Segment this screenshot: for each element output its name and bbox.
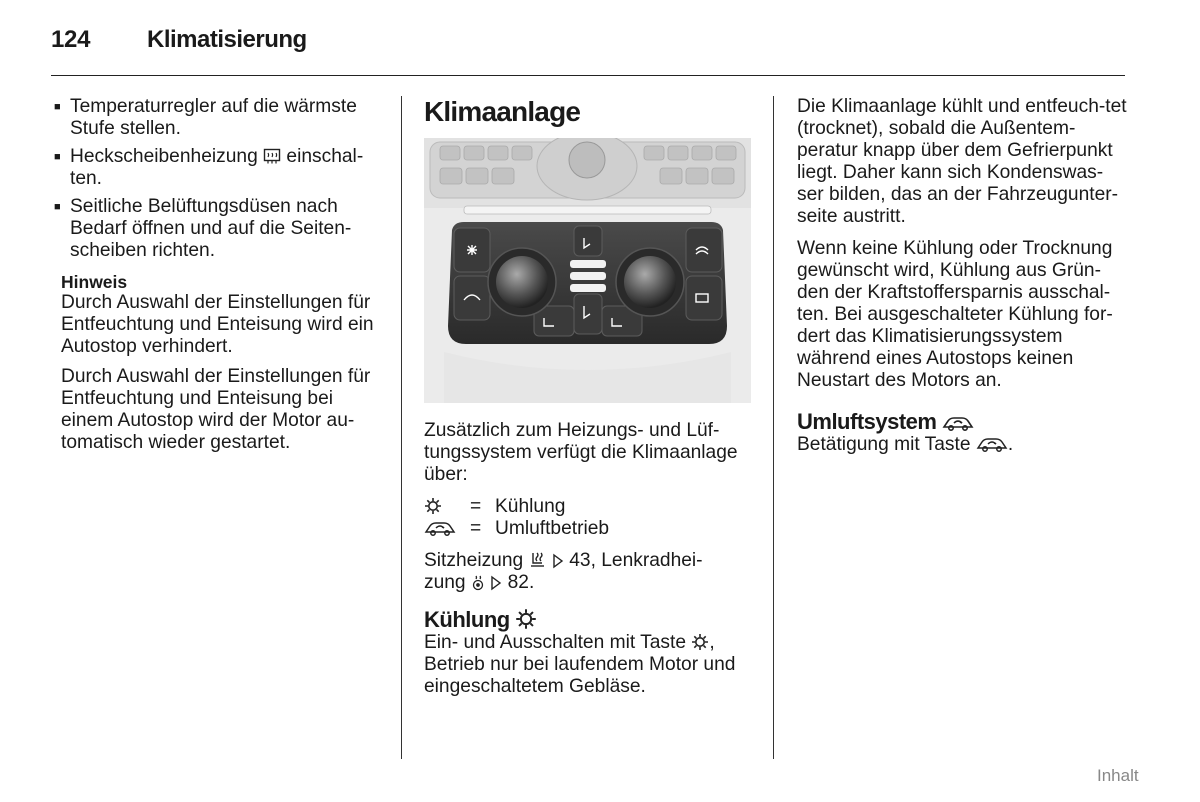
column-right (797, 96, 1127, 456)
recirculation-icon (424, 521, 456, 537)
symbol-row: = Umluftbetrieb (424, 518, 754, 540)
climate-panel-illustration (424, 138, 751, 403)
cooling-icon (424, 497, 442, 515)
symbol-table (424, 496, 754, 540)
climate-control-panel-image (424, 138, 751, 403)
cooling-icon (691, 633, 709, 651)
page-number: 124 (51, 26, 91, 53)
cooling-icon (515, 608, 537, 630)
column-middle (424, 96, 754, 698)
list-item: ■ Seitliche Belüftungsdüsen nach Bedarf öffnen und auf die Seiten-scheiben richten. (54, 196, 352, 261)
seat-heating-reference: Sitzheizung 43, Lenkradhei- zung 82. (424, 550, 703, 593)
heading-klimaanlage: Klimaanlage (424, 96, 581, 127)
recirculation-paragraph: Betätigung mit Taste . (797, 434, 1014, 455)
dehumidify-paragraph: Die Klimaanlage kühlt und entfeuch-tet (trocknet), sobald die Außentem-peratur knapp über dem Gefrierpunkt liegt. Daher kann sich Kondenswas-ser bilden, das an der Fahrzeugunter-seite austritt. (797, 96, 1127, 227)
note-title: Hinweis (61, 272, 128, 292)
fuel-saving-paragraph: Wenn keine Kühlung oder Trocknung gewünscht wird, Kühlung aus Grün-den der Kraftstoffersparnis ausschal-ten. Bei ausgeschalteter Kühlung for-dert das Klimatisierungssystem während eines Autostops keinen Neustart des Motors an. (797, 238, 1113, 391)
rear-defrost-icon (263, 148, 281, 165)
seat-heating-icon (529, 551, 547, 569)
heading-kuehlung: Kühlung (424, 608, 754, 632)
column-divider (401, 96, 402, 759)
intro-paragraph: Zusätzlich zum Heizungs- und Lüf-tungssystem verfügt die Klimaanlage über: (424, 420, 738, 485)
recirculation-icon (942, 416, 974, 432)
note-paragraph: Durch Auswahl der Einstellungen für Entfeuchtung und Enteisung wird ein Autostop verhindert. (61, 292, 374, 357)
steering-wheel-heating-icon (471, 575, 485, 591)
column-left (54, 96, 384, 462)
recirculation-icon (976, 437, 1008, 453)
symbol-row: = Kühlung (424, 496, 754, 518)
list-item: ■ Temperaturregler auf die wärmste Stufe stellen. (54, 96, 357, 139)
list-item: ■ Heckscheibenheizung einschal-ten. (54, 146, 364, 189)
contents-link[interactable]: Inhalt (1097, 766, 1139, 785)
column-divider (773, 96, 774, 759)
note-box (61, 272, 384, 454)
page-reference-arrow-icon (552, 553, 564, 569)
page-reference-arrow-icon (490, 575, 502, 591)
note-paragraph: Durch Auswahl der Einstellungen für Entfeuchtung und Enteisung bei einem Autostop wird der Motor au-tomatisch wieder gestartet. (61, 366, 371, 453)
heading-umluftsystem: Umluftsystem (797, 410, 1127, 434)
cooling-paragraph: Ein- und Ausschalten mit Taste , Betrieb nur bei laufendem Motor und eingeschaltetem Gebläse. (424, 632, 736, 697)
header-divider (51, 75, 1125, 76)
page-header (51, 26, 307, 56)
section-title: Klimatisierung (147, 26, 307, 53)
